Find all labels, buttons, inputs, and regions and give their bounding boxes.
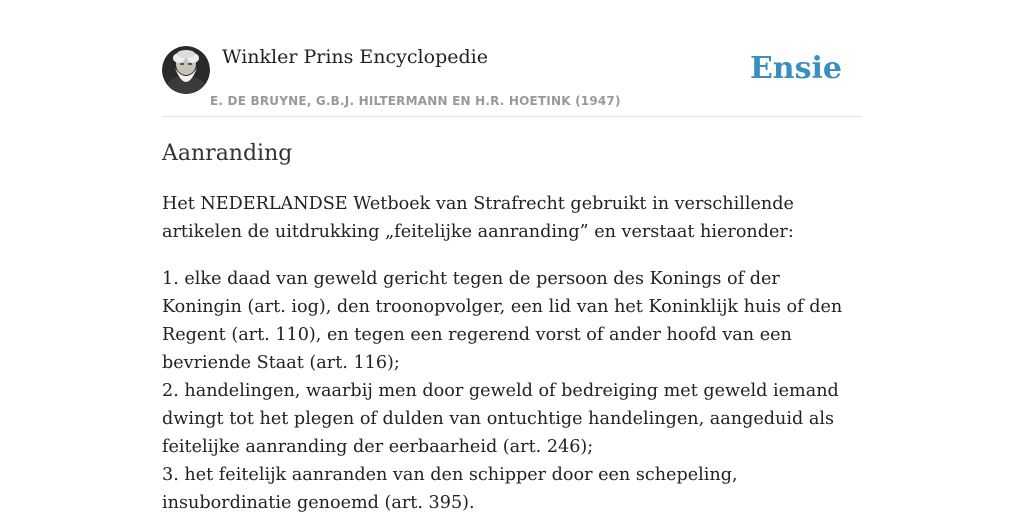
article-intro: Het NEDERLANDSE Wetboek van Strafrecht gebruikt in verschillende artikelen de uitdrukking „feitelijke aanranding” en verstaat hieronder: <box>162 194 794 242</box>
author-avatar <box>162 46 210 94</box>
header <box>162 46 862 117</box>
site-title[interactable]: Winkler Prins Encyclopedie <box>222 46 488 68</box>
authors-line: E. DE BRUYNE, G.B.J. HILTERMANN EN H.R. HOETINK (1947) <box>210 94 621 108</box>
article-title: Aanranding <box>162 141 293 166</box>
list-item: 3. het feitelijk aanranden van den schipper door een schepeling, insubordinatie genoemd (art. 395). <box>162 465 738 512</box>
list-item: 1. elke daad van geweld gericht tegen de persoon des Konings of der Koningin (art. iog), den troonopvolger, een lid van het Koninklijk huis of den Regent (art. 110), en tegen een regerend vorst of ander hoofd van een bevriende Staat (art. 116); <box>162 269 843 373</box>
article <box>162 138 862 512</box>
article-list <box>162 265 862 512</box>
bearded-man-portrait-icon <box>162 46 210 94</box>
list-item: 2. handelingen, waarbij men door geweld of bedreiging met geweld iemand dwingt tot het plegen of dulden van ontuchtige handelingen, aangeduid als feitelijke aanranding der eerbaarheid (art. 246); <box>162 381 839 457</box>
ensie-logo[interactable]: Ensie <box>749 51 842 86</box>
